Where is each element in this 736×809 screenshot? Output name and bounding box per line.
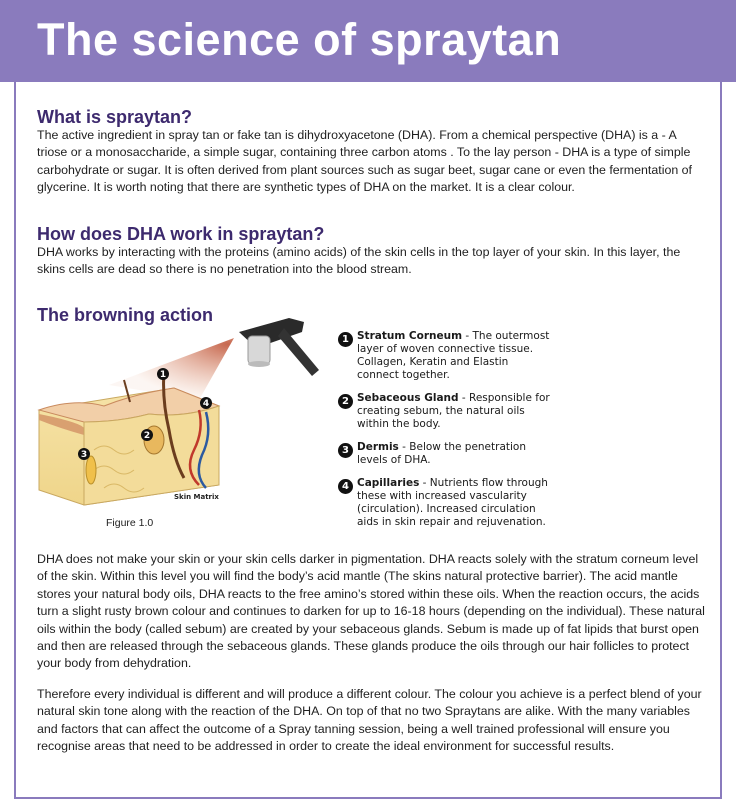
legend-description: - Nutrients flow through these with increased vascularity (circulation). Increased circulation aids in skin repair and rejuvenation.	[357, 477, 548, 528]
title-banner	[0, 0, 736, 82]
legend-item-stratum-corneum	[336, 330, 551, 382]
paragraph-individual-colour: Therefore every individual is different and will produce a different colour. The colour you achieve is a perfect blend of your natural skin tone along with the reaction of the DHA. On top of that no two Spraytans are alike. With the many variables and factors that can affect the outcome of a Spray tanning session, being a well trained professional will ensure you recognise areas that need to be addressed in order to create the ideal environment for successful results.	[37, 687, 702, 754]
marker-4-label: 4	[202, 399, 210, 409]
legend-item-dermis	[336, 441, 551, 467]
figure-caption: Figure 1.0	[106, 517, 154, 529]
spray-gun-icon	[239, 318, 319, 376]
legend-item-sebaceous-gland	[336, 392, 551, 431]
legend-term: Stratum Corneum	[357, 330, 463, 342]
page-title: The science of spraytan	[37, 14, 562, 65]
legend-item-capillaries	[336, 477, 551, 529]
marker-2-label: 2	[143, 431, 151, 441]
heading-browning-action: The browning action	[37, 305, 213, 325]
legend-number-2: 2	[338, 394, 353, 409]
marker-3-label: 3	[80, 450, 88, 460]
heading-what-is-spraytan: What is spraytan?	[37, 107, 193, 127]
heading-how-dha-works: How does DHA work in spraytan?	[37, 224, 325, 244]
paragraph-how-dha-works: DHA works by interacting with the proteins (amino acids) of the skin cells in the top layer of your skin. In this layer, the skins cells are dead so there is no penetration into the blood stream.	[37, 245, 681, 277]
legend-term: Capillaries	[357, 477, 420, 489]
legend-number-3: 3	[338, 443, 353, 458]
nerve-ending	[86, 456, 96, 484]
skin-matrix-label: Skin Matrix	[174, 493, 219, 501]
paragraph-dha-pigmentation: DHA does not make your skin or your skin cells darker in pigmentation. DHA reacts solely with the stratum corneum level of the skin. Within this level you will find the body’s acid mantle (The skins natural protective barrier). The acid mantle stores your natural body oils, DHA reacts to the free amino’s stored within these oils. When the reaction occurs, the acids turn a slight rusty brown colour and continues to darken for up to 16-18 hours (depending on the individual). These natural oils within the body (called sebum) are created by your sebaceous glands. Sebum is made up of fat lipids that burst open and then are released through the sebaceous glands. These glands produce the oils through our hair follicles to protect your body from dehydration.	[37, 552, 705, 671]
paragraph-what-is-spraytan: The active ingredient in spray tan or fake tan is dihydroxyacetone (DHA). From a chemical perspective (DHA) is a - A triose or a monosaccharide, a simple sugar, containing three carbon atoms . To the lay person - DHA is a type of simple carbohydrate or sugar. It is often derived from plant sources such as sugar beet, sugar cane or even the fermentation of glycerine. It is worth noting that there are synthetic types of DHA on the market. It is a clear colour.	[37, 128, 693, 195]
marker-1-label: 1	[159, 370, 167, 380]
skin-diagram-illustration	[34, 310, 334, 510]
skin-cross-section	[84, 406, 219, 505]
legend-term: Dermis	[357, 441, 399, 453]
legend-term: Sebaceous Gland	[357, 392, 459, 404]
legend-description: - The outermost layer of woven connective tissue. Collagen, Keratin and Elastin connect together.	[357, 330, 550, 381]
legend-number-4: 4	[338, 479, 353, 494]
legend-description: - Below the penetration levels of DHA.	[357, 441, 526, 466]
figure-legend	[336, 330, 551, 539]
legend-number-1: 1	[338, 332, 353, 347]
legend-description: - Responsible for creating sebum, the natural oils within the body.	[357, 392, 550, 430]
